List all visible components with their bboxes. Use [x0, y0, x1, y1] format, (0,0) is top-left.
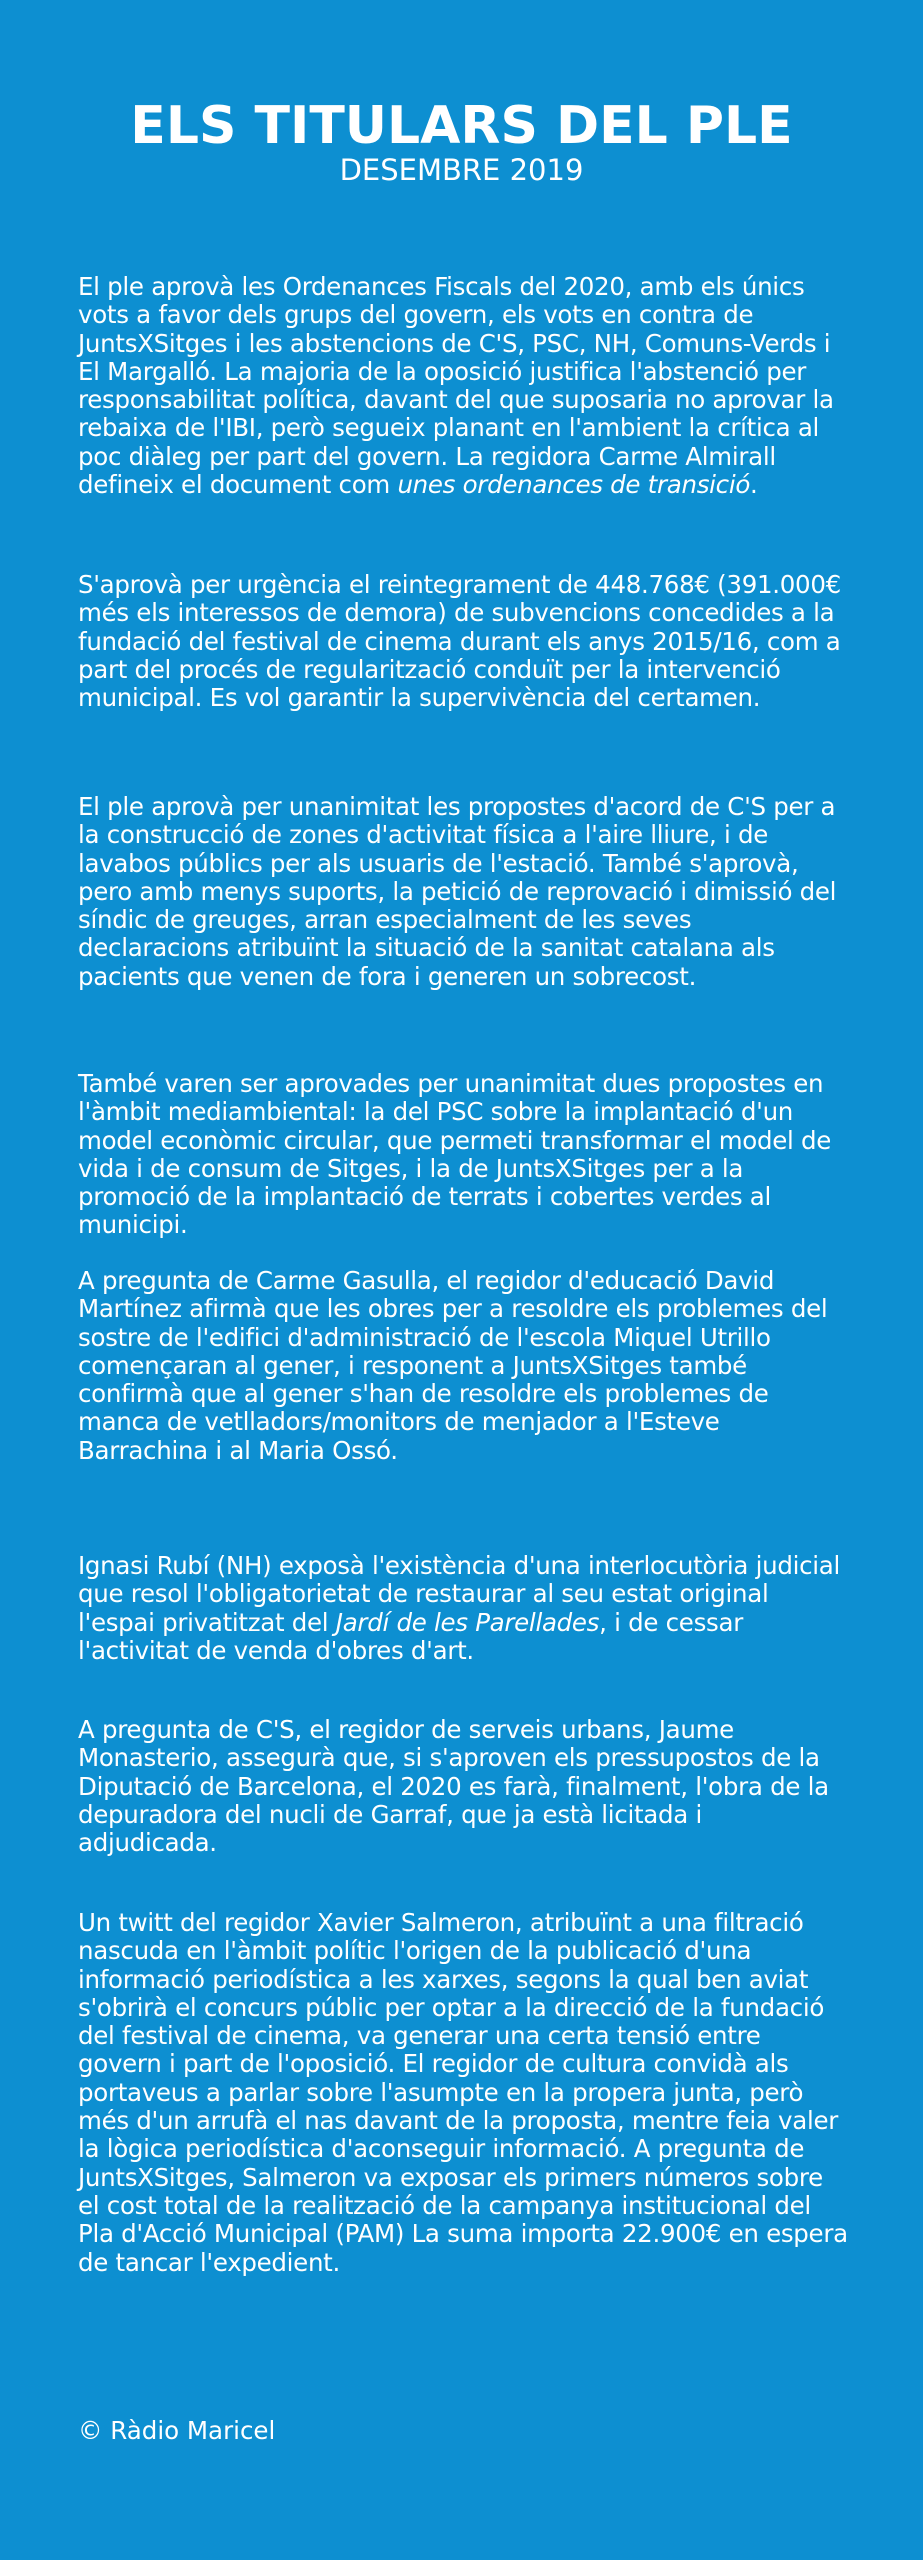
paragraph-text-end: , i de cessar l'activitat de venda d'obres d'art. [78, 1607, 743, 1665]
paragraph-propostes-cs [78, 793, 848, 991]
paragraph-text: Un twitt del regidor Xavier Salmeron, atribuïnt a una filtració nascuda en l'àmbit polític l'origen de la publicació d'una informació periodística a les xarxes, segons la qual ben aviat s'obrirà el concurs públic per optar a la direcció de la fundació del festival de cinema, va generar una certa tensió entre govern i part de l'oposició. El regidor de cultura convidà als portaveus a parlar sobre l'asumpte en la propera junta, però més d'un arrufà el nas davant de la proposta, mentre feia valer la lògica periodística d'aconseguir informació. A pregunta de JuntsXSitges, Salmeron va exposar els primers números sobre el cost total de la realització de la campanya institucional del Pla d'Acció Municipal (PAM) La suma importa 22.900€ en espera de tancar l'expedient. [78, 1908, 848, 2277]
paragraph-text: També varen ser aprovades per unanimitat dues propostes en l'àmbit mediambiental: la del PSC sobre la implantació d'un model econòmic circular, que permeti transformar el model de vida i de consum de Sitges, i la de JuntsXSitges per a la promoció de la implantació de terrats i cobertes verdes al municipi. [78, 1069, 832, 1240]
paragraph-text-end: . [750, 470, 758, 500]
page-title: ELS TITULARS DEL PLE [130, 96, 793, 156]
paragraph-emphasis: Jardí de les Parellades [335, 1607, 600, 1637]
paragraph-text: A pregunta de Carme Gasulla, el regidor d'educació David Martínez afirmà que les obres per a resoldre els problemes del sostre de l'edifici d'administració de l'escola Miquel Utrillo començaran al gener, i responent a JuntsXSitges també confirmà que al gener s'han de resoldre els problemes de manca de vetlladors/monitors de menjador a l'Esteve Barrachina i al Maria Ossó. [78, 1266, 828, 1465]
paragraph-text: S'aprovà per urgència el reintegrament de 448.768€ (391.000€ més els interessos de demora) de subvencions concedides a la fundació del festival de cinema durant els anys 2015/16, com a part del procés de regularització conduït per la intervenció municipal. Es vol garantir la supervivència del certamen. [78, 570, 841, 713]
paragraph-reintegrament [78, 571, 848, 712]
paragraph-text: Ignasi Rubí (NH) exposà l'existència d'una interlocutòria judicial que resol l'obligatorietat de restaurar al seu estat original l'espai privatitzat del [78, 1551, 841, 1637]
paragraph-ordenances [78, 273, 848, 499]
page-subtitle: DESEMBRE 2019 [339, 153, 584, 187]
paragraph-emphasis: unes ordenances de transició [397, 470, 751, 500]
paragraph-educacio [78, 1267, 848, 1465]
copyright: © Ràdio Maricel [78, 2416, 276, 2445]
paragraph-text: El ple aprovà per unanimitat les propostes d'acord de C'S per a la construcció de zones d'activitat física a l'aire lliure, i de lavabos públics per als usuaris de l'estació. També s'aprovà, pero amb menys suports, la petició de reprovació i dimissió del síndic de greuges, arran especialment de les seves declaracions atribuïnt la situació de la sanitat catalana als pacients que venen de fora i generen un sobrecost. [78, 792, 837, 991]
paragraph-parellades [78, 1552, 848, 1665]
paragraph-twitt [78, 1909, 848, 2277]
paragraph-text: El ple aprovà les Ordenances Fiscals del 2020, amb els únics vots a favor dels grups del govern, els vots en contra de JuntsXSitges i les abstencions de C'S, PSC, NH, Comuns-Verds i El Margalló. La majoria de la oposició justifica l'abstenció per responsabilitat política, davant del que suposaria no aprovar la rebaixa de l'IBI, però segueix planant en l'ambient la crítica al poc diàleg per part del govern. La regidora Carme Almirall defineix el document com [78, 272, 834, 500]
paragraph-mediambiental [78, 1070, 848, 1240]
paragraph-text: A pregunta de C'S, el regidor de serveis urbans, Jaume Monasterio, assegurà que, si s'aproven els pressupostos de la Diputació de Barcelona, el 2020 es farà, finalment, l'obra de la depuradora del nucli de Garraf, que ja està licitada i adjudicada. [78, 1715, 829, 1858]
paragraph-depuradora [78, 1716, 848, 1857]
header [0, 98, 923, 186]
